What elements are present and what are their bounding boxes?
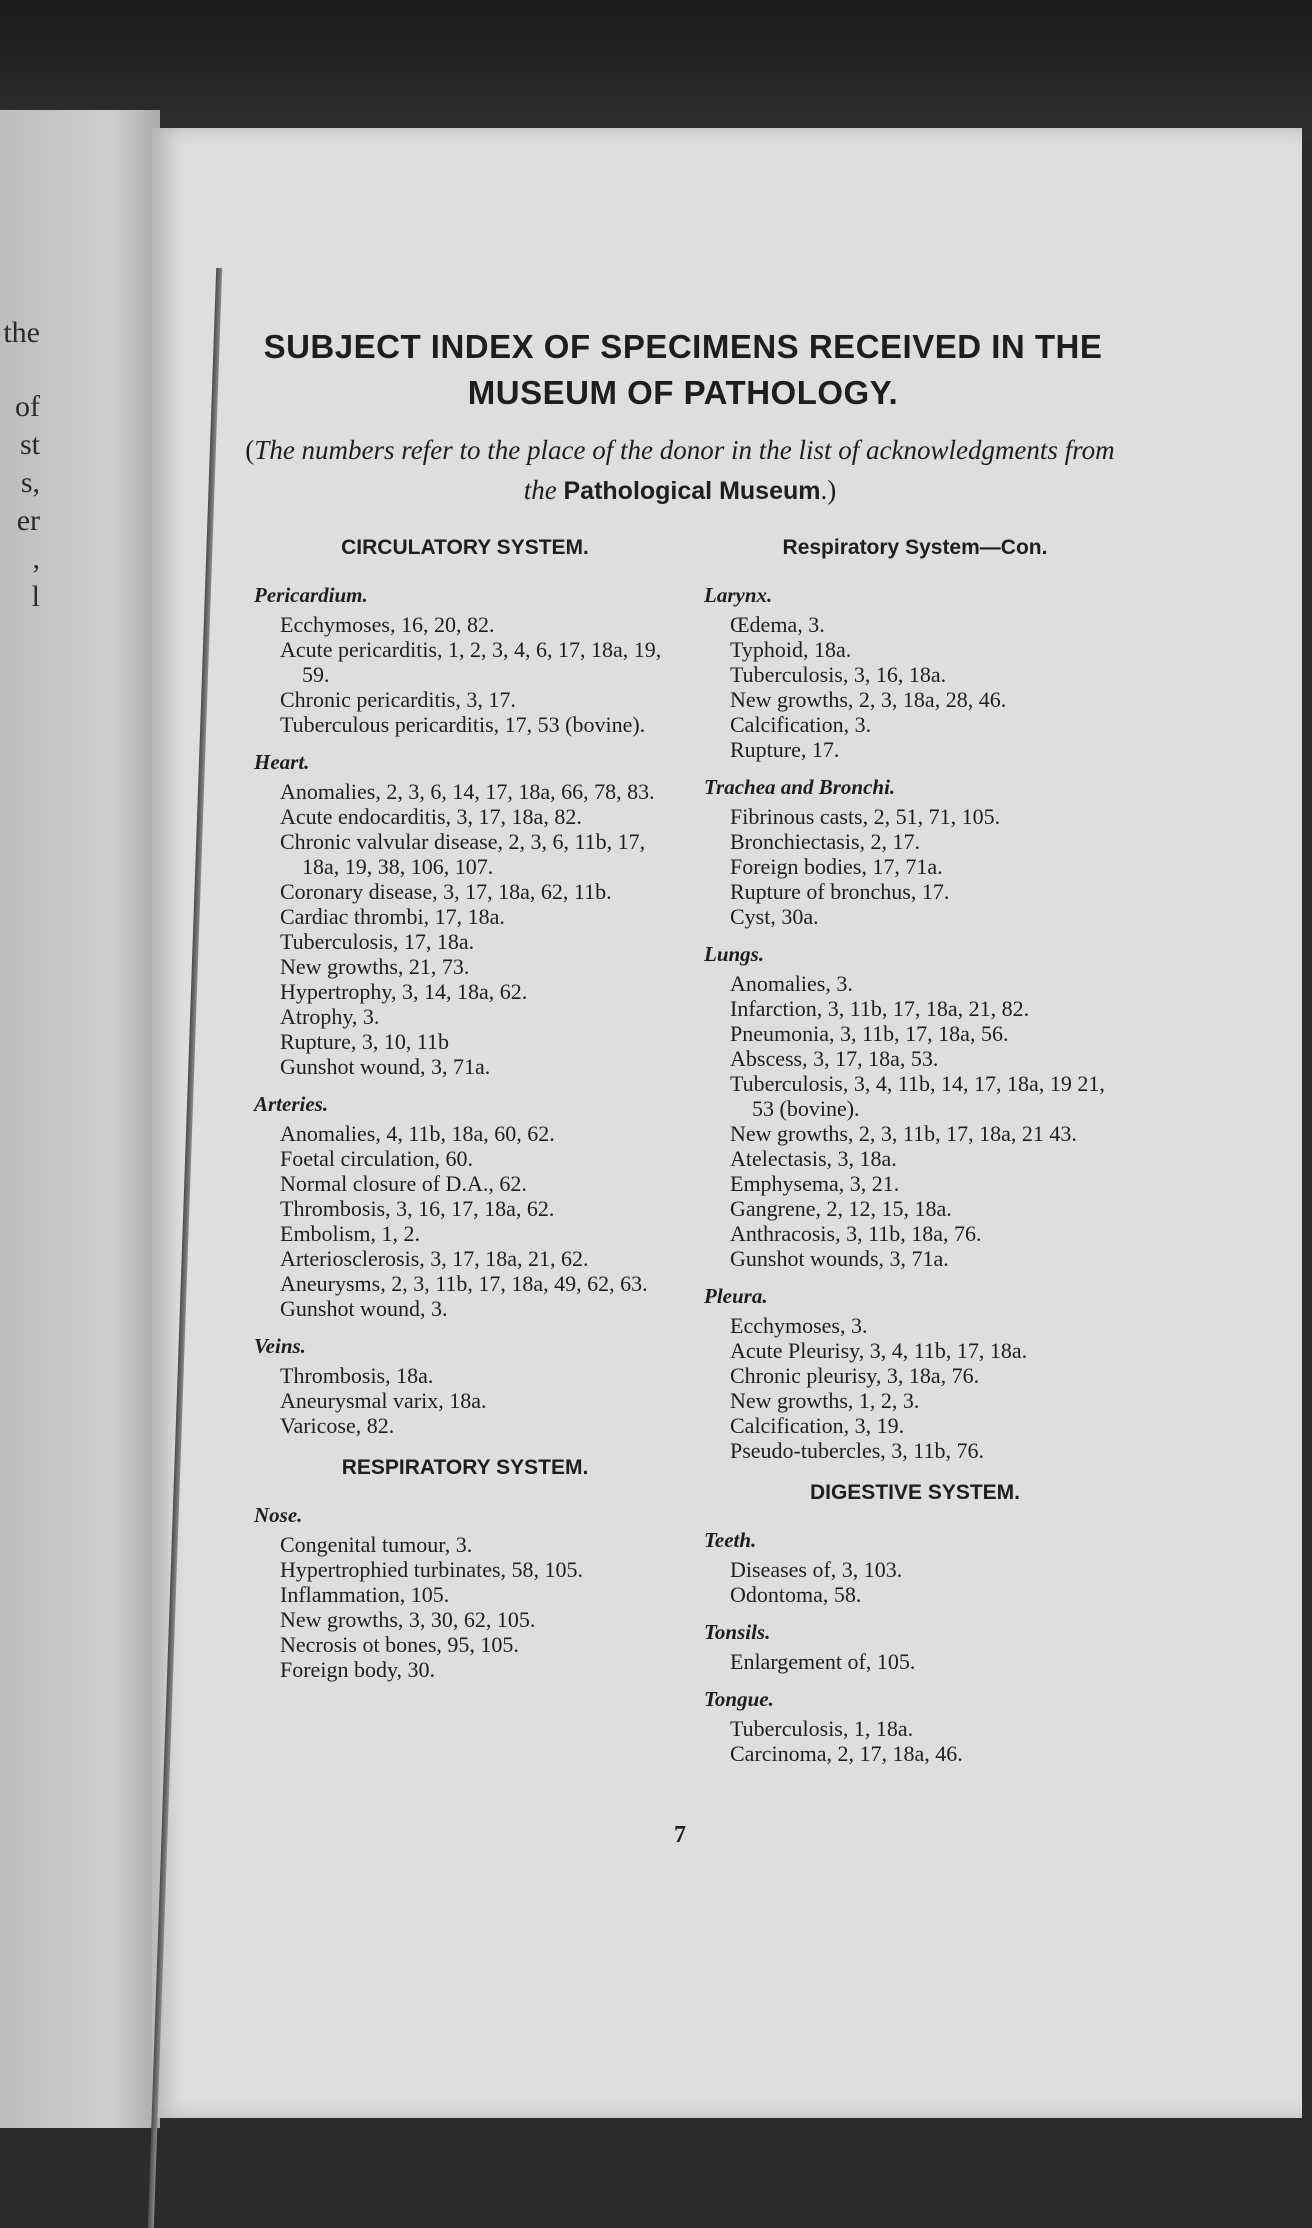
index-entry: Odontoma, 58.: [730, 1582, 862, 1607]
index-entry: Acute endocarditis, 3, 17, 18a, 82.: [280, 804, 582, 829]
index-entry: Tuberculosis, 1, 18a.: [730, 1716, 914, 1741]
index-entry: Œdema, 3.: [730, 612, 825, 637]
index-entry: Tuberculosis, 3, 4, 11b, 14, 17, 18a, 19 21, 53 (bovine).: [730, 1071, 1105, 1121]
index-entry: Thrombosis, 3, 16, 17, 18a, 62.: [280, 1196, 555, 1221]
index-entry: Chronic pericarditis, 3, 17.: [280, 687, 516, 712]
background-dark-top: [0, 0, 1312, 140]
index-entry: Abscess, 3, 17, 18a, 53.: [730, 1046, 939, 1071]
index-entry: Chronic pleurisy, 3, 18a, 76.: [730, 1363, 980, 1388]
index-entry: New growths, 2, 3, 18a, 28, 46.: [730, 687, 1007, 712]
index-entry: Thrombosis, 18a.: [280, 1363, 434, 1388]
section-heading: RESPIRATORY SYSTEM.: [341, 1456, 589, 1479]
index-entry: Anomalies, 3.: [730, 971, 853, 996]
index-entry: Typhoid, 18a.: [730, 637, 852, 662]
index-entry: Anomalies, 4, 11b, 18a, 60, 62.: [280, 1121, 555, 1146]
index-entry: New growths, 1, 2, 3.: [730, 1388, 920, 1413]
index-entry: Carcinoma, 2, 17, 18a, 46.: [730, 1741, 963, 1766]
left-page-fragment: s,: [20, 466, 40, 499]
subsection-heading: Veins.: [254, 1334, 306, 1358]
index-entry: Congenital tumour, 3.: [280, 1532, 473, 1557]
index-entry: Embolism, 1, 2.: [280, 1221, 420, 1246]
index-entry: Acute pericarditis, 1, 2, 3, 4, 6, 17, 18a, 19, 59.: [280, 637, 662, 687]
index-entry: Gunshot wounds, 3, 71a.: [730, 1246, 949, 1271]
subsection-heading: Pleura.: [704, 1284, 768, 1308]
index-entry: Coronary disease, 3, 17, 18a, 62, 11b.: [280, 879, 612, 904]
index-entry: Rupture, 3, 10, 11b: [280, 1029, 450, 1054]
previous-page-edge: [0, 110, 160, 2128]
index-entry: Pneumonia, 3, 11b, 17, 18a, 56.: [730, 1021, 1009, 1046]
section-heading: CIRCULATORY SYSTEM.: [341, 536, 589, 559]
index-entry: Arteriosclerosis, 3, 17, 18a, 21, 62.: [280, 1246, 589, 1271]
index-entry: Emphysema, 3, 21.: [730, 1171, 900, 1196]
index-entry: Fibrinous casts, 2, 51, 71, 105.: [730, 804, 1001, 829]
index-entry: New growths, 2, 3, 11b, 17, 18a, 21 43.: [730, 1121, 1077, 1146]
left-page-fragment: ,: [32, 542, 40, 575]
index-entry: Enlargement of, 105.: [730, 1649, 916, 1674]
subsection-heading: Arteries.: [254, 1092, 329, 1116]
subsection-heading: Heart.: [254, 750, 310, 774]
subsection-heading: Trachea and Bronchi.: [704, 775, 896, 799]
index-entry: Bronchiectasis, 2, 17.: [730, 829, 921, 854]
left-page-fragment: st: [19, 428, 40, 461]
subsection-heading: Nose.: [254, 1503, 303, 1527]
index-entry: Foetal circulation, 60.: [280, 1146, 474, 1171]
note-close-paren: .): [820, 475, 837, 505]
index-entry: Acute Pleurisy, 3, 4, 11b, 17, 18a.: [730, 1338, 1028, 1363]
subsection-heading: Teeth.: [704, 1528, 757, 1552]
page-number: 7: [674, 1822, 686, 1848]
index-entry: Normal closure of D.A., 62.: [280, 1171, 527, 1196]
index-entry: Hypertrophy, 3, 14, 18a, 62.: [280, 979, 528, 1004]
index-entry: Chronic valvular disease, 2, 3, 6, 11b, 17, 18a, 19, 38, 106, 107.: [280, 829, 646, 879]
index-entry: Rupture, 17.: [730, 737, 840, 762]
index-entry: Atelectasis, 3, 18a.: [730, 1146, 897, 1171]
index-entry: Calcification, 3.: [730, 712, 872, 737]
index-entry: Gangrene, 2, 12, 15, 18a.: [730, 1196, 952, 1221]
right-column: [700, 534, 1130, 1766]
note-open-paren: (: [245, 435, 255, 465]
index-entry: Cardiac thrombi, 17, 18a.: [280, 904, 505, 929]
index-entry: Calcification, 3, 19.: [730, 1413, 905, 1438]
left-page-fragment: of: [15, 390, 40, 423]
index-entry: Tuberculous pericarditis, 17, 53 (bovine).: [280, 712, 646, 737]
subsection-heading: Lungs.: [704, 942, 765, 966]
left-page-fragment: l: [31, 580, 40, 613]
index-entry: Rupture of bronchus, 17.: [730, 879, 950, 904]
left-column: [250, 534, 680, 1682]
page-title: SUBJECT INDEX OF SPECIMENS RECEIVED IN THE MUSEUM OF PATHOLOGY.: [263, 328, 1103, 411]
index-entry: Varicose, 82.: [280, 1413, 395, 1438]
left-page-fragment: er: [16, 504, 40, 537]
index-entry: Tuberculosis, 17, 18a.: [280, 929, 475, 954]
index-entry: New growths, 21, 73.: [280, 954, 470, 979]
index-entry: Pseudo-tubercles, 3, 11b, 76.: [730, 1438, 984, 1463]
index-entry: Inflammation, 105.: [280, 1582, 450, 1607]
section-heading: Respiratory System—Con.: [782, 536, 1048, 559]
note-italic-text: The numbers refer to the place of the donor in the list of acknowledgments from the: [254, 435, 1115, 505]
index-entry: Gunshot wound, 3.: [280, 1296, 448, 1321]
section-heading: DIGESTIVE SYSTEM.: [809, 1481, 1021, 1504]
note-bold-text: Pathological Museum: [563, 477, 821, 505]
subsection-heading: Larynx.: [704, 583, 773, 607]
index-entry: Ecchymoses, 16, 20, 82.: [280, 612, 495, 637]
index-note: [240, 430, 1120, 511]
subsection-heading: Tongue.: [704, 1687, 774, 1711]
index-entry: Cyst, 30a.: [730, 904, 819, 929]
index-entry: Aneurysms, 2, 3, 11b, 17, 18a, 49, 62, 63.: [280, 1271, 648, 1296]
index-entry: Anomalies, 2, 3, 6, 14, 17, 18a, 66, 78, 83.: [280, 779, 655, 804]
index-entry: Infarction, 3, 11b, 17, 18a, 21, 82.: [730, 996, 1030, 1021]
index-entry: Atrophy, 3.: [280, 1004, 380, 1029]
index-entry: Anthracosis, 3, 11b, 18a, 76.: [730, 1221, 982, 1246]
page-gutter-shadow: [148, 268, 222, 2228]
subsection-heading: Pericardium.: [254, 583, 368, 607]
subsection-heading: Tonsils.: [704, 1620, 771, 1644]
index-entry: Diseases of, 3, 103.: [730, 1557, 903, 1582]
index-entry: Ecchymoses, 3.: [730, 1313, 868, 1338]
index-entry: Tuberculosis, 3, 16, 18a.: [730, 662, 947, 687]
left-page-fragment: the: [3, 316, 40, 349]
index-entry: Foreign bodies, 17, 71a.: [730, 854, 943, 879]
index-entry: Gunshot wound, 3, 71a.: [280, 1054, 491, 1079]
index-entry: New growths, 3, 30, 62, 105.: [280, 1607, 536, 1632]
index-entry: Foreign body, 30.: [280, 1657, 436, 1682]
index-entry: Necrosis ot bones, 95, 105.: [280, 1632, 519, 1657]
index-entry: Hypertrophied turbinates, 58, 105.: [280, 1557, 584, 1582]
index-entry: Aneurysmal varix, 18a.: [280, 1388, 487, 1413]
